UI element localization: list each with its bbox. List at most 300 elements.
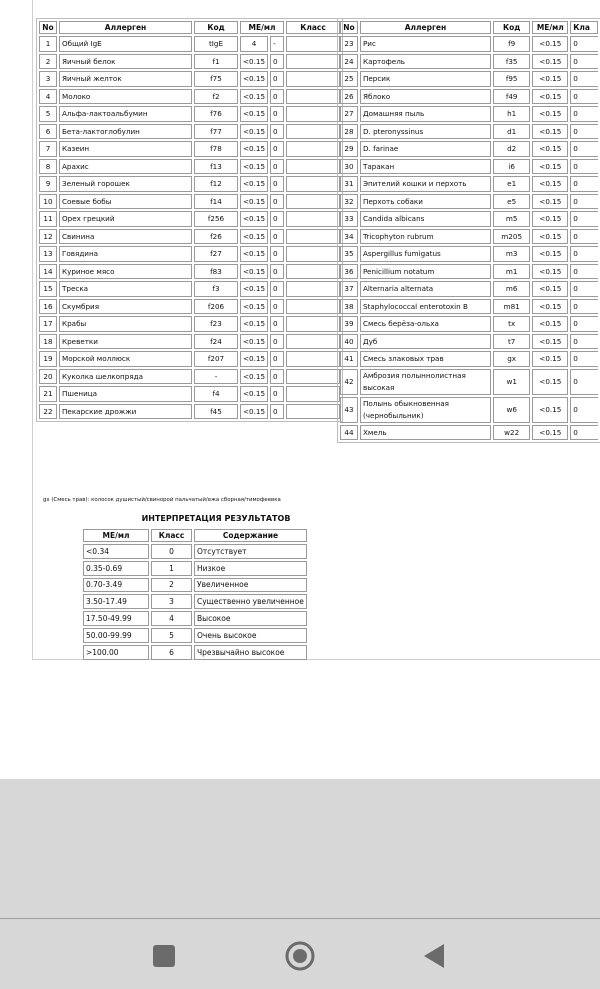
header-class: Класс (151, 529, 192, 542)
class-empty-cell (286, 404, 340, 420)
allergen-table-right (337, 18, 600, 443)
class-value: 0 (270, 316, 284, 332)
table-row (83, 544, 307, 559)
class-value: 6 (151, 645, 192, 660)
row-number: 23 (340, 36, 358, 52)
row-number: 42 (340, 369, 358, 395)
allergen-name: D. farinae (360, 141, 491, 157)
class-value: 0 (570, 211, 598, 227)
table-row (39, 299, 340, 315)
class-value: 0 (270, 89, 284, 105)
allergen-code: m205 (493, 229, 530, 245)
class-value: 0 (570, 334, 598, 350)
me-value: <0.15 (240, 369, 268, 385)
me-value: <0.15 (240, 264, 268, 280)
allergen-code: f77 (194, 124, 238, 140)
allergen-code: d2 (493, 141, 530, 157)
allergen-name: Альфа-лактоальбумин (59, 106, 192, 122)
class-empty-cell (286, 159, 340, 175)
class-value: 5 (151, 628, 192, 643)
me-value: <0.15 (532, 299, 568, 315)
me-value: <0.15 (532, 246, 568, 262)
allergen-name: D. pteronyssinus (360, 124, 491, 140)
header-allergen: Аллерген (360, 21, 491, 34)
allergen-name: Орех грецкий (59, 211, 192, 227)
allergen-code: f76 (194, 106, 238, 122)
class-value: 0 (570, 229, 598, 245)
class-value: 0 (270, 54, 284, 70)
allergen-code: - (194, 369, 238, 385)
me-value: <0.15 (240, 351, 268, 367)
row-number: 25 (340, 71, 358, 87)
class-value: 0 (570, 194, 598, 210)
me-range: 0.70-3.49 (83, 578, 149, 593)
me-range: <0.34 (83, 544, 149, 559)
me-value: <0.15 (532, 54, 568, 70)
allergen-name: Морской моллюск (59, 351, 192, 367)
me-value: <0.15 (532, 425, 568, 441)
me-value: <0.15 (240, 211, 268, 227)
class-value: 0 (270, 159, 284, 175)
table-row (340, 141, 598, 157)
back-button[interactable] (414, 936, 454, 976)
class-value: 0 (270, 194, 284, 210)
header-class: Кла (570, 21, 598, 34)
class-empty-cell (286, 264, 340, 280)
me-value: <0.15 (532, 229, 568, 245)
table-row (340, 299, 598, 315)
me-value: <0.15 (240, 71, 268, 87)
table-row (39, 141, 340, 157)
me-value: <0.15 (532, 141, 568, 157)
table-row (340, 159, 598, 175)
me-value: <0.15 (532, 159, 568, 175)
class-value: 0 (570, 71, 598, 87)
class-empty-cell (286, 316, 340, 332)
allergen-code: h1 (493, 106, 530, 122)
table-row (340, 36, 598, 52)
allergen-code: i6 (493, 159, 530, 175)
allergen-code: f24 (194, 334, 238, 350)
table-row (39, 246, 340, 262)
allergen-name: Alternaria alternata (360, 281, 491, 297)
table-row (340, 351, 598, 367)
allergen-name: Дуб (360, 334, 491, 350)
allergen-code: f78 (194, 141, 238, 157)
me-value: <0.15 (532, 369, 568, 395)
table-row (340, 281, 598, 297)
allergen-name: Рис (360, 36, 491, 52)
allergen-table-left (36, 18, 343, 422)
row-number: 15 (39, 281, 57, 297)
document-page (32, 0, 600, 660)
row-number: 35 (340, 246, 358, 262)
class-empty-cell (286, 54, 340, 70)
me-value: <0.15 (240, 316, 268, 332)
allergen-code: f256 (194, 211, 238, 227)
class-value: 0 (570, 316, 598, 332)
class-empty-cell (286, 369, 340, 385)
table-row (340, 124, 598, 140)
row-number: 10 (39, 194, 57, 210)
me-value: <0.15 (240, 299, 268, 315)
me-value: <0.15 (532, 89, 568, 105)
allergen-code: f14 (194, 194, 238, 210)
row-number: 19 (39, 351, 57, 367)
allergen-name: Смесь берёза-ольха (360, 316, 491, 332)
row-number: 37 (340, 281, 358, 297)
class-value: 1 (151, 561, 192, 576)
class-value: 0 (570, 141, 598, 157)
table-row (340, 211, 598, 227)
allergen-code: f45 (194, 404, 238, 420)
allergen-name: Candida albicans (360, 211, 491, 227)
row-number: 44 (340, 425, 358, 441)
allergen-name: Куриное мясо (59, 264, 192, 280)
row-number: 8 (39, 159, 57, 175)
me-value: 4 (240, 36, 268, 52)
allergen-name: Домашняя пыль (360, 106, 491, 122)
class-empty-cell (286, 89, 340, 105)
header-code: Код (493, 21, 530, 34)
allergen-code: f1 (194, 54, 238, 70)
class-empty-cell (286, 106, 340, 122)
me-value: <0.15 (240, 281, 268, 297)
class-empty-cell (286, 334, 340, 350)
table-row (39, 386, 340, 402)
header-class: Класс (286, 21, 340, 34)
allergen-name: Треска (59, 281, 192, 297)
allergen-name: Перхоть собаки (360, 194, 491, 210)
allergen-code: t7 (493, 334, 530, 350)
class-value: - (270, 36, 284, 52)
me-value: <0.15 (240, 106, 268, 122)
class-empty-cell (286, 124, 340, 140)
class-value: 0 (570, 264, 598, 280)
class-value: 4 (151, 611, 192, 626)
allergen-name: Молоко (59, 89, 192, 105)
allergen-name: Aspergillus fumigatus (360, 246, 491, 262)
allergen-code: f75 (194, 71, 238, 87)
allergen-name: Таракан (360, 159, 491, 175)
allergen-name: Амброзия полыннолистная высокая (360, 369, 491, 395)
allergen-name: Яичный желток (59, 71, 192, 87)
header-no: No (39, 21, 57, 34)
class-value: 0 (570, 281, 598, 297)
me-value: <0.15 (240, 141, 268, 157)
row-number: 41 (340, 351, 358, 367)
row-number: 36 (340, 264, 358, 280)
class-empty-cell (286, 246, 340, 262)
me-value: <0.15 (240, 89, 268, 105)
class-empty-cell (286, 351, 340, 367)
allergen-name: Соевые бобы (59, 194, 192, 210)
class-value: 3 (151, 594, 192, 609)
allergen-code: m81 (493, 299, 530, 315)
table-row (340, 369, 598, 395)
row-number: 14 (39, 264, 57, 280)
row-number: 1 (39, 36, 57, 52)
class-value: 0 (570, 176, 598, 192)
row-number: 33 (340, 211, 358, 227)
table-row (340, 71, 598, 87)
row-number: 3 (39, 71, 57, 87)
row-number: 43 (340, 397, 358, 423)
class-value: 0 (570, 369, 598, 395)
me-value: <0.15 (240, 124, 268, 140)
allergen-code: f27 (194, 246, 238, 262)
class-value: 0 (270, 351, 284, 367)
me-range: 0.35-0.69 (83, 561, 149, 576)
table-row (340, 334, 598, 350)
row-number: 26 (340, 89, 358, 105)
allergen-name: Арахис (59, 159, 192, 175)
class-value: 0 (570, 397, 598, 423)
class-value: 2 (151, 578, 192, 593)
row-number: 18 (39, 334, 57, 350)
allergen-name: Яблоко (360, 89, 491, 105)
class-empty-cell (286, 176, 340, 192)
interpretation-title: ИНТЕРПРЕТАЦИЯ РЕЗУЛЬТАТОВ (141, 514, 291, 523)
header-me: МЕ/мл (83, 529, 149, 542)
table-row (39, 89, 340, 105)
me-value: <0.15 (240, 176, 268, 192)
me-value: <0.15 (532, 211, 568, 227)
content-text: Высокое (194, 611, 307, 626)
content-text: Отсутствует (194, 544, 307, 559)
allergen-name: Общий IgE (59, 36, 192, 52)
row-number: 12 (39, 229, 57, 245)
content-text: Существенно увеличенное (194, 594, 307, 609)
row-number: 11 (39, 211, 57, 227)
me-range: >100.00 (83, 645, 149, 660)
content-text: Увеличенное (194, 578, 307, 593)
allergen-code: e1 (493, 176, 530, 192)
allergen-name: Казеин (59, 141, 192, 157)
table-row (340, 229, 598, 245)
class-value: 0 (151, 544, 192, 559)
class-value: 0 (270, 141, 284, 157)
row-number: 6 (39, 124, 57, 140)
circle-icon (284, 940, 316, 972)
allergen-code: m5 (493, 211, 530, 227)
allergen-code: f23 (194, 316, 238, 332)
class-value: 0 (270, 299, 284, 315)
allergen-rows-right (340, 36, 598, 440)
class-empty-cell (286, 281, 340, 297)
row-number: 27 (340, 106, 358, 122)
me-value: <0.15 (532, 334, 568, 350)
table-row (340, 54, 598, 70)
allergen-code: tIgE (194, 36, 238, 52)
allergen-name: Полынь обыкновенная (чернобыльник) (360, 397, 491, 423)
row-number: 32 (340, 194, 358, 210)
allergen-name: Свинина (59, 229, 192, 245)
row-number: 34 (340, 229, 358, 245)
table-row (340, 106, 598, 122)
me-value: <0.15 (240, 54, 268, 70)
allergen-name: Бета-лактоглобулин (59, 124, 192, 140)
table-row (39, 106, 340, 122)
me-value: <0.15 (240, 229, 268, 245)
allergen-code: w1 (493, 369, 530, 395)
me-value: <0.15 (532, 397, 568, 423)
table-row (39, 281, 340, 297)
allergen-name: Картофель (360, 54, 491, 70)
class-empty-cell (286, 299, 340, 315)
allergen-name: Персик (360, 71, 491, 87)
class-value: 0 (270, 229, 284, 245)
table-row (340, 264, 598, 280)
table-row (39, 194, 340, 210)
allergen-code: gx (493, 351, 530, 367)
table-row (39, 229, 340, 245)
row-number: 2 (39, 54, 57, 70)
me-value: <0.15 (240, 194, 268, 210)
allergen-name: Смесь злаковых трав (360, 351, 491, 367)
row-number: 9 (39, 176, 57, 192)
me-range: 17.50-49.99 (83, 611, 149, 626)
allergen-code: f4 (194, 386, 238, 402)
table-header-row (39, 21, 340, 34)
class-value: 0 (270, 246, 284, 262)
header-me: МЕ/мл (240, 21, 284, 34)
me-value: <0.15 (532, 176, 568, 192)
allergen-code: f26 (194, 229, 238, 245)
home-button[interactable] (280, 936, 320, 976)
class-empty-cell (286, 211, 340, 227)
table-row (340, 425, 598, 441)
class-value: 0 (270, 386, 284, 402)
row-number: 28 (340, 124, 358, 140)
me-value: <0.15 (532, 194, 568, 210)
allergen-name: Пекарские дрожжи (59, 404, 192, 420)
content-text: Низкое (194, 561, 307, 576)
table-row (39, 176, 340, 192)
class-value: 0 (270, 71, 284, 87)
class-empty-cell (286, 71, 340, 87)
allergen-name: Хмель (360, 425, 491, 441)
table-row (39, 369, 340, 385)
me-value: <0.15 (532, 124, 568, 140)
allergen-name: Куколка шелкопряда (59, 369, 192, 385)
allergen-name: Staphylococcal enterotoxin B (360, 299, 491, 315)
allergen-code: w22 (493, 425, 530, 441)
me-value: <0.15 (532, 351, 568, 367)
class-value: 0 (270, 281, 284, 297)
row-number: 21 (39, 386, 57, 402)
table-row (340, 194, 598, 210)
allergen-name: Скумбрия (59, 299, 192, 315)
table-header-row (83, 529, 307, 542)
square-icon (152, 944, 176, 968)
me-value: <0.15 (532, 281, 568, 297)
class-value: 0 (270, 211, 284, 227)
class-value: 0 (570, 299, 598, 315)
interpretation-rows (83, 544, 307, 660)
allergen-name: Креветки (59, 334, 192, 350)
header-no: No (340, 21, 358, 34)
class-empty-cell (286, 141, 340, 157)
gx-footnote: gx (Смесь трав): колосок душистый/свинорой пальчатый/ежа сборная/тимофеевка (43, 497, 281, 503)
row-number: 40 (340, 334, 358, 350)
class-value: 0 (570, 351, 598, 367)
allergen-name: Яичный белок (59, 54, 192, 70)
content-text: Очень высокое (194, 628, 307, 643)
row-number: 30 (340, 159, 358, 175)
me-range: 50.00-99.99 (83, 628, 149, 643)
table-row (39, 211, 340, 227)
header-me: МЕ/мл (532, 21, 568, 34)
allergen-code: f9 (493, 36, 530, 52)
table-row (39, 351, 340, 367)
table-row (39, 159, 340, 175)
allergen-name: Зеленый горошек (59, 176, 192, 192)
me-value: <0.15 (240, 404, 268, 420)
recents-button[interactable] (144, 936, 184, 976)
table-row (83, 578, 307, 593)
table-row (39, 54, 340, 70)
allergen-code: e5 (493, 194, 530, 210)
class-value: 0 (270, 264, 284, 280)
table-row (39, 404, 340, 420)
table-header-row (340, 21, 598, 34)
interpretation-table (81, 527, 309, 662)
class-value: 0 (270, 404, 284, 420)
allergen-code: f35 (493, 54, 530, 70)
row-number: 7 (39, 141, 57, 157)
class-value: 0 (570, 89, 598, 105)
allergen-code: m3 (493, 246, 530, 262)
class-empty-cell (286, 229, 340, 245)
class-value: 0 (270, 124, 284, 140)
row-number: 4 (39, 89, 57, 105)
triangle-left-icon (422, 943, 446, 969)
allergen-rows-left (39, 36, 340, 419)
allergen-code: f12 (194, 176, 238, 192)
allergen-code: tx (493, 316, 530, 332)
table-row (340, 89, 598, 105)
header-allergen: Аллерген (59, 21, 192, 34)
table-row (83, 561, 307, 576)
content-text: Чрезвычайно высокое (194, 645, 307, 660)
class-value: 0 (270, 334, 284, 350)
table-row (340, 246, 598, 262)
me-range: 3.50-17.49 (83, 594, 149, 609)
allergen-code: d1 (493, 124, 530, 140)
class-value: 0 (570, 36, 598, 52)
row-number: 29 (340, 141, 358, 157)
class-value: 0 (570, 425, 598, 441)
class-value: 0 (570, 106, 598, 122)
me-value: <0.15 (532, 106, 568, 122)
table-row (39, 71, 340, 87)
table-row (39, 36, 340, 52)
allergen-name: Говядина (59, 246, 192, 262)
allergen-code: f2 (194, 89, 238, 105)
table-row (83, 611, 307, 626)
me-value: <0.15 (532, 316, 568, 332)
allergen-name: Penicillium notatum (360, 264, 491, 280)
class-value: 0 (570, 54, 598, 70)
allergen-code: f95 (493, 71, 530, 87)
allergen-code: f83 (194, 264, 238, 280)
class-empty-cell (286, 36, 340, 52)
table-row (39, 316, 340, 332)
me-value: <0.15 (532, 264, 568, 280)
class-value: 0 (570, 246, 598, 262)
row-number: 20 (39, 369, 57, 385)
